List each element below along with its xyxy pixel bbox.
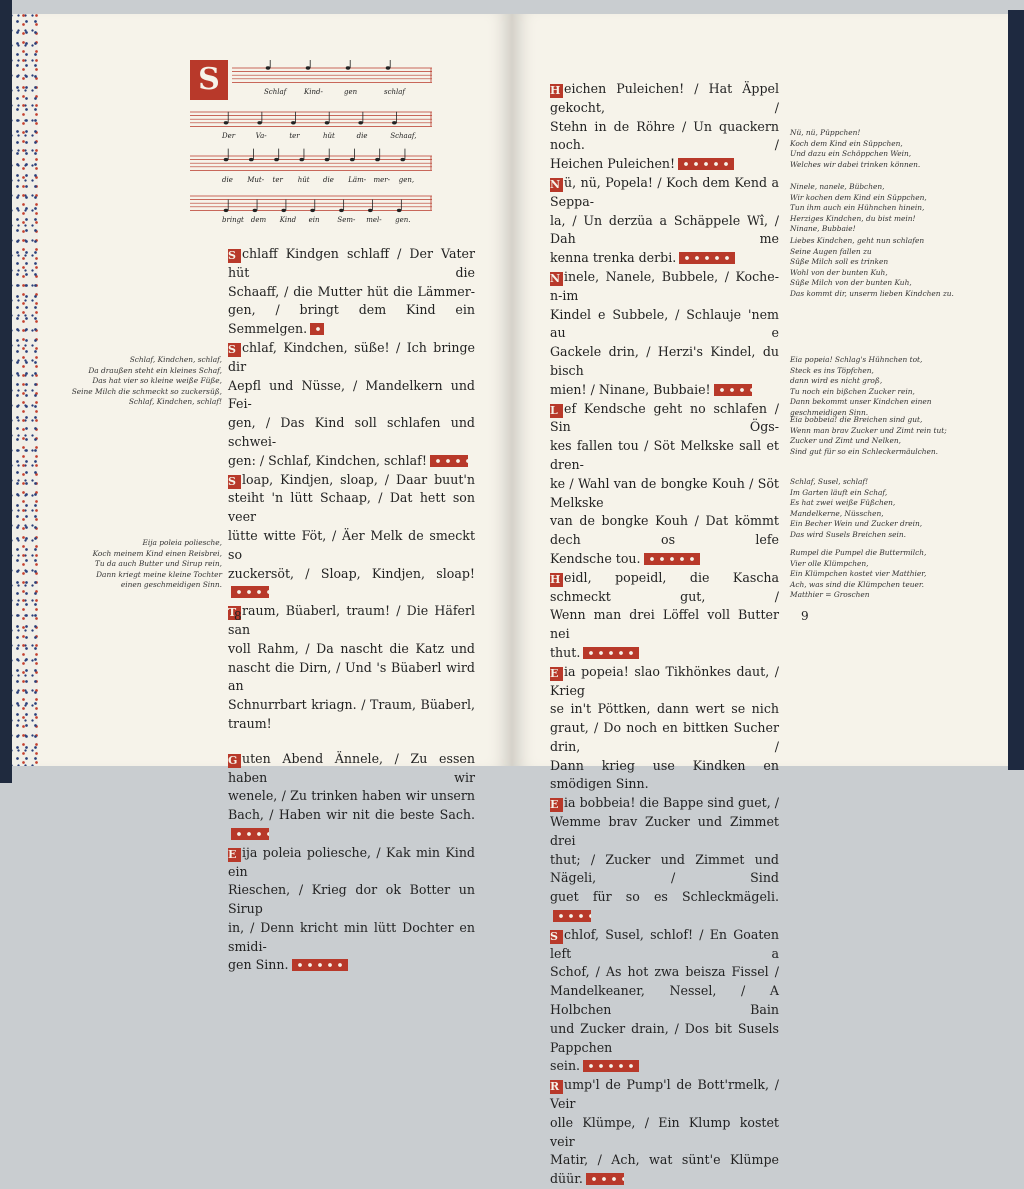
- verse-line: eichen Puleichen! / Hat Äppel gekocht, /: [550, 81, 779, 115]
- verse-stanza: [550, 663, 779, 795]
- music-note: [224, 158, 229, 161]
- verse-line: ef Kendsche geht no schlafen / Sin Ögs-: [550, 400, 779, 435]
- verse-line: Kendsche tou.: [550, 550, 641, 566]
- translation-line: Tu noch ein bißchen Zucker rein,: [790, 386, 915, 396]
- lyric-syllable: Mut-: [247, 176, 265, 184]
- music-note: [257, 121, 262, 124]
- verse-line: raum, Büaberl, traum! / Die Häferl san: [228, 603, 475, 637]
- translation-note: [790, 128, 990, 170]
- music-initial: S: [190, 60, 228, 100]
- music-note: [339, 209, 344, 212]
- translation-line: Koch meinem Kind einen Reisbrei,: [92, 548, 222, 558]
- translation-note: [790, 355, 990, 419]
- verse-line: la, / Un derzüa a Schäppele Wî, / Dah me: [550, 212, 779, 247]
- translation-note: [60, 355, 222, 408]
- translation-note: [790, 182, 990, 235]
- verse-line: Bach, / Haben wir nit die beste Sach.: [228, 807, 475, 823]
- decorative-initial: N: [550, 272, 563, 286]
- ornament-icon: [231, 828, 269, 840]
- decorative-initial: E: [550, 798, 563, 812]
- lyric-syllable: Va-: [255, 132, 267, 140]
- music-note: [350, 158, 355, 161]
- translation-line: Wenn man brav Zucker und Zimt rein tut;: [790, 425, 947, 435]
- ornament-icon: [292, 959, 348, 971]
- translation-line: Süße Milch soll es trinken: [790, 257, 889, 267]
- verse-line: inele, Nanele, Bubbele, / Koche-n-im: [550, 268, 779, 303]
- verse-stanza: [550, 268, 779, 400]
- music-note: [346, 66, 351, 69]
- music-note: [325, 121, 330, 124]
- translation-line: Da draußen steht ein kleines Schaf,: [88, 365, 222, 375]
- verse-line: se in't Pöttken, dann wert se nich: [550, 701, 779, 717]
- translation-line: Eija poleia poliesche,: [142, 538, 222, 547]
- verse-line: eidl, popeidl, die Kascha schmeckt gut, /: [550, 569, 779, 604]
- verse-line: Kindel e Subbele, / Schlauje 'nem au e: [550, 306, 779, 341]
- translation-line: dann wird es nicht groß,: [790, 376, 883, 386]
- verse-line: gen: / Schlaf, Kindchen, schlaf!: [228, 452, 427, 468]
- book-cover-edge-right: [1008, 10, 1024, 770]
- lyric-syllable: hüt: [323, 132, 335, 140]
- verse-line: Stehn in de Röhre / Un quackern noch. /: [550, 118, 779, 153]
- verse-line: kenna trenka derbi.: [550, 250, 677, 266]
- lyric-syllable: dem: [250, 216, 267, 224]
- verse-stanza: [228, 750, 475, 844]
- music-note: [375, 158, 380, 161]
- music-note: [310, 209, 315, 212]
- translation-line: Süße Milch von der bunten Kuh,: [790, 278, 912, 288]
- verse-line: chlof, Susel, schlof! / En Goaten left a: [550, 926, 779, 961]
- verse-line: Gackele drin, / Herzi's Kindel, du bisch: [550, 344, 779, 378]
- verse-line: olle Klümpe, / Ein Klump kostet veir: [550, 1114, 779, 1149]
- lyric-syllable: Kind: [279, 216, 297, 224]
- lyric-syllable: Kind-: [304, 88, 323, 96]
- translation-line: Nü, nü, Püppchen!: [790, 128, 861, 137]
- verse-line: chlaff Kindgen schlaff / Der Vater hüt die: [228, 246, 475, 280]
- translation-line: Und dazu ein Schöppchen Wein,: [790, 149, 912, 159]
- verse-line: und Zucker drain, / Dos bit Susels Pappchen: [550, 1020, 779, 1055]
- decorative-initial: N: [550, 178, 563, 192]
- lyric-syllable: Der: [222, 132, 236, 140]
- translation-line: einen geschmeidigen Sinn.: [120, 580, 222, 590]
- translation-line: Wohl von der bunten Kuh,: [790, 267, 888, 277]
- verse-stanza: [228, 844, 475, 976]
- lyric-syllable: Sem-: [337, 216, 356, 224]
- translation-line: Ninane, Bubbaie!: [790, 224, 856, 234]
- verse-line: wenele, / Zu trinken haben wir unsern: [228, 788, 475, 804]
- verse-line: kes fallen tou / Söt Melkske sall et dren-: [550, 438, 779, 472]
- verse-line: ke / Wahl van de bongke Kouh / Söt Melkske: [550, 475, 779, 510]
- verse-stanza: [228, 245, 475, 339]
- translation-line: Rumpel die Pumpel die Buttermilch,: [790, 548, 927, 557]
- music-note: [299, 158, 304, 161]
- translation-line: Eia bobbeia! die Breichen sind gut,: [790, 415, 923, 424]
- translation-note: [790, 415, 990, 457]
- verse-line: Aepfl und Nüsse, / Mandelkern und Fei-: [228, 377, 475, 412]
- verse-line: uten Abend Ännele, / Zu essen haben wir: [228, 750, 475, 785]
- verse-line: lütte witte Föt, / Äer Melk de smeckt so: [228, 527, 475, 562]
- translation-line: Ninele, nanele, Bübchen,: [790, 182, 885, 191]
- verse-line: nascht die Dirn, / Und 's Büaberl wird an: [228, 659, 475, 694]
- lyric-syllable: Schaaf,: [390, 132, 417, 140]
- music-notation: [190, 60, 432, 230]
- lyric-syllable: gen: [344, 88, 358, 96]
- verse-stanza: [550, 569, 779, 663]
- right-page-verses: [550, 80, 779, 1189]
- translation-line: Dann kriegt meine kleine Tochter: [96, 569, 222, 579]
- verse-line: in, / Denn kricht min lütt Dochter en smidi-: [228, 919, 475, 954]
- music-note: [224, 121, 229, 124]
- verse-line: Dann krieg use Kindken en smödigen Sinn.: [550, 757, 779, 792]
- verse-line: van de bongke Kouh / Dat kömmt dech os lefe: [550, 513, 779, 548]
- ornament-icon: [553, 910, 591, 922]
- translation-line: Seine Augen fallen zu: [790, 246, 872, 256]
- verse-stanza: [228, 339, 475, 471]
- music-note: [281, 209, 286, 212]
- lyric-syllable: Schlaf: [264, 88, 287, 96]
- translation-line: Tu da auch Butter und Sirup rein,: [94, 559, 222, 569]
- translation-line: Ach, was sind die Klümpchen teuer.: [790, 579, 924, 589]
- verse-stanza: [550, 794, 779, 926]
- lyric-syllable: gen,: [398, 176, 415, 184]
- music-note: [368, 209, 373, 212]
- verse-line: sein.: [550, 1058, 581, 1074]
- verse-line: Wenn man drei Löffel voll Butter nei: [550, 607, 779, 642]
- lyric-syllable: ter: [272, 176, 283, 184]
- verse-line: Schaaff, / die Mutter hüt die Lämmer-: [228, 283, 475, 299]
- ornament-icon: [714, 384, 752, 396]
- verse-stanza: [550, 400, 779, 569]
- lyric-syllable: gen.: [395, 216, 411, 224]
- lyric-syllable: mer-: [373, 176, 390, 184]
- verse-line: graut, / Do noch en bittken Sucher drin, /: [550, 720, 779, 754]
- lyric-syllable: schlaf: [384, 88, 406, 96]
- music-note: [358, 121, 363, 124]
- translation-line: Welches wir dabei trinken können.: [790, 159, 921, 169]
- translation-note: [790, 548, 990, 601]
- music-note: [306, 66, 311, 69]
- lyric-syllable: die: [356, 132, 368, 140]
- decorative-initial: H: [550, 573, 563, 587]
- music-note: [386, 66, 391, 69]
- left-page-verses: [228, 245, 475, 975]
- translation-line: Tun ihm auch ein Hühnchen hinein,: [790, 203, 925, 213]
- translation-line: Eia popeia! Schlag's Hühnchen tot,: [790, 355, 923, 364]
- verse-line: gen, / Das Kind soll schlafen und schwei-: [228, 415, 475, 449]
- verse-stanza: [228, 602, 475, 734]
- music-note: [224, 209, 229, 212]
- translation-line: Ein Klümpchen kostet vier Matthier,: [790, 569, 927, 579]
- verse-line: mien! / Ninane, Bubbaie!: [550, 381, 711, 397]
- book-cover-edge-left: [0, 0, 12, 783]
- verse-line: ija poleia poliesche, / Kak min Kind ein: [228, 844, 475, 879]
- music-note: [249, 158, 254, 161]
- verse-line: chlaf, Kindchen, süße! / Ich bringe dir: [228, 339, 475, 374]
- verse-line: gen Sinn.: [228, 957, 289, 973]
- translation-line: Schlaf, Kindchen, schlaf,: [129, 355, 222, 364]
- decorative-initial: S: [228, 343, 241, 357]
- verse-line: zuckersöt, / Sloap, Kindjen, sloap!: [228, 565, 475, 581]
- verse-line: Rieschen, / Krieg dor ok Botter un Sirup: [228, 882, 475, 917]
- music-note: [291, 121, 296, 124]
- verse-line: steiht 'n lütt Schaap, / Dat hett son veer: [228, 490, 475, 525]
- translation-line: Koch dem Kind ein Süppchen,: [790, 138, 903, 148]
- verse-line: gen, / bringt dem Kind ein Semmelgen.: [228, 302, 475, 337]
- translation-line: Seine Milch die schmeckt so zuckersüß,: [71, 386, 222, 396]
- decorative-initial: T: [228, 606, 241, 620]
- ornament-icon: [430, 455, 468, 467]
- translation-line: Mandelkerne, Nüsschen,: [790, 508, 884, 518]
- lyric-syllable: ein: [308, 216, 320, 224]
- lyric-syllable: mel-: [366, 216, 382, 224]
- decorative-initial: G: [228, 754, 241, 768]
- translation-line: Vier olle Klümpchen,: [790, 558, 869, 568]
- verse-stanza: [550, 926, 779, 1076]
- translation-line: Schlaf, Kindchen, schlaf!: [128, 397, 222, 407]
- ornament-icon: [583, 647, 639, 659]
- ornament-icon: [310, 323, 324, 335]
- translation-line: Matthier = Groschen: [790, 590, 870, 600]
- lyric-syllable: die: [222, 176, 233, 184]
- verse-line: guet für so es Schleckmägeli.: [550, 889, 779, 905]
- translation-note: [790, 236, 990, 300]
- decorative-initial: S: [228, 249, 241, 263]
- translation-line: Zucker und Zimt und Nelken,: [790, 436, 901, 446]
- ornament-icon: [231, 586, 269, 598]
- verse-line: Heichen Puleichen!: [550, 156, 676, 172]
- translation-line: Dann bekommt unser Kindchen einen: [790, 397, 932, 407]
- ornament-icon: [644, 553, 700, 565]
- music-note: [392, 121, 397, 124]
- music-note: [397, 209, 402, 212]
- verse-stanza: [228, 471, 475, 603]
- music-note: [266, 66, 271, 69]
- translation-line: Im Garten läuft ein Schaf,: [790, 487, 888, 497]
- left-page-number: 8: [234, 609, 242, 623]
- translation-line: Herziges Kindchen, du bist mein!: [790, 213, 916, 223]
- decorative-initial: S: [550, 930, 563, 944]
- translation-line: Das kommt dir, unserm lieben Kindchen zu.: [790, 288, 954, 298]
- music-note: [274, 158, 279, 161]
- music-note: [400, 158, 405, 161]
- ornament-icon: [583, 1060, 639, 1072]
- right-page-number: 9: [801, 609, 809, 623]
- verse-line: loap, Kindjen, sloap, / Daar buut'n: [242, 471, 475, 487]
- decorative-initial: L: [550, 404, 563, 418]
- verse-line: thut.: [550, 644, 581, 660]
- translation-line: Liebes Kindchen, geht nun schlafen: [790, 236, 925, 245]
- verse-stanza: [550, 80, 779, 174]
- verse-line: thut; / Zucker und Zimmet und Nägeli, / Sind: [550, 851, 779, 886]
- translation-line: Das hat vier so kleine weiße Füße,: [92, 376, 222, 386]
- verse-line: ia bobbeia! die Bappe sind guet, /: [564, 795, 779, 811]
- lyric-syllable: bringt: [222, 216, 244, 224]
- verse-line: ia popeia! slao Tikhönkes daut, / Krieg: [550, 663, 779, 698]
- verse-line: Schof, / As hot zwa beisza Fissel /: [550, 964, 779, 980]
- lyric-syllable: hüt: [297, 176, 310, 184]
- translation-line: Es hat zwei weiße Füßchen,: [790, 498, 896, 508]
- verse-stanza: [550, 1076, 779, 1189]
- translation-line: Wir kochen dem Kind ein Süppchen,: [790, 192, 927, 202]
- ornament-icon: [678, 158, 734, 170]
- decorative-initial: H: [550, 84, 563, 98]
- music-note: [253, 209, 258, 212]
- verse-line: ump'l de Pump'l de Bott'rmelk, / Veir: [550, 1077, 779, 1112]
- verse-line: Mandelkeaner, Nessel, / A Holbchen Bain: [550, 983, 779, 1018]
- ornament-icon: [679, 252, 735, 264]
- decorative-initial: E: [228, 848, 241, 862]
- lyric-syllable: die: [323, 176, 334, 184]
- ornament-icon: [586, 1173, 624, 1185]
- translation-line: Steck es ins Töpfchen,: [790, 365, 874, 375]
- translation-line: Das wird Susels Breichen sein.: [790, 529, 906, 539]
- verse-line: ü, nü, Popela! / Koch dem Kend a Seppa-: [550, 174, 779, 209]
- music-note: [325, 158, 330, 161]
- lyric-syllable: ter: [289, 132, 300, 140]
- translation-line: Schlaf, Susel, schlaf!: [790, 477, 869, 486]
- decorative-initial: R: [550, 1080, 563, 1094]
- verse-line: voll Rahm, / Da nascht die Katz und: [228, 640, 475, 656]
- decorative-initial: E: [550, 667, 563, 681]
- lyric-syllable: Läm-: [348, 176, 367, 184]
- translation-note: [790, 477, 990, 541]
- translation-note: [60, 538, 222, 591]
- translation-line: geschmeidigen Sinn.: [790, 407, 869, 417]
- endpaper-pattern: [12, 14, 38, 766]
- verse-stanza: [550, 174, 779, 268]
- verse-line: Schnurrbart kriagn. / Traum, Büaberl, traum!: [228, 697, 475, 731]
- translation-line: Ein Becher Wein und Zucker drein,: [790, 519, 923, 529]
- verse-line: Matir, / Ach, wat sünt'e Klümpe düür.: [550, 1152, 779, 1187]
- verse-line: Wemme brav Zucker und Zimmet drei: [550, 814, 779, 848]
- decorative-initial: S: [228, 475, 241, 489]
- translation-line: Sind gut für so ein Schleckermäulchen.: [790, 446, 939, 456]
